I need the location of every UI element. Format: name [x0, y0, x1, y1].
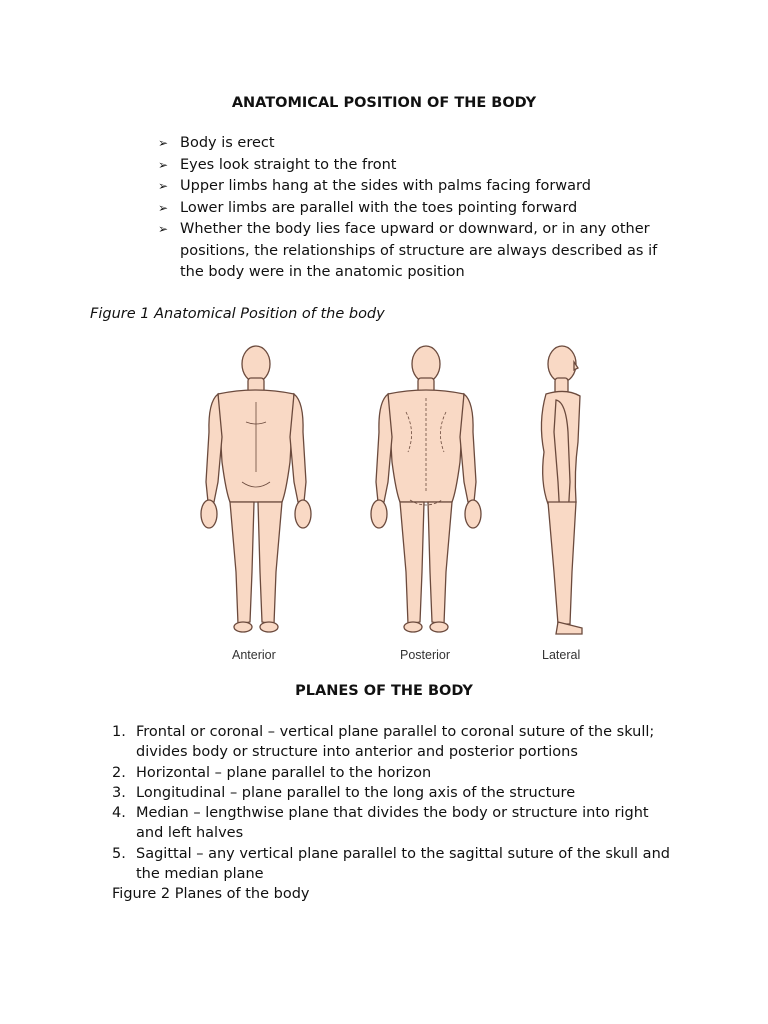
lateral-label: Lateral	[542, 648, 581, 662]
list-item: 3. Longitudinal – plane parallel to the long axis of the structure	[112, 784, 576, 801]
planes-title: PLANES OF THE BODY	[295, 683, 473, 699]
arrow-bullet-icon: ➢	[158, 222, 169, 236]
arrow-bullet-icon: ➢	[158, 200, 169, 215]
list-item: 5. Sagittal – any vertical plane parallel to the sagittal suture of the skull and the median plane	[112, 845, 670, 883]
page-title: ANATOMICAL POSITION OF THE BODY	[231, 95, 537, 111]
list-item: 2. Horizontal – plane parallel to the horizon	[112, 764, 432, 781]
anatomical-position-figure	[180, 342, 600, 668]
posterior-body-figure	[371, 346, 481, 632]
arrow-bullet-icon: ➢	[158, 157, 169, 172]
list-item: 1. Frontal or coronal – vertical plane parallel to coronal suture of the skull; divides body or structure into anterior and posterior portions	[112, 724, 655, 761]
arrow-bullet-icon: ➢	[158, 136, 169, 150]
arrow-bullet-icon: ➢	[158, 179, 169, 193]
anterior-label: Anterior	[232, 648, 276, 662]
posterior-label: Posterior	[400, 648, 451, 662]
planes-list	[112, 722, 672, 884]
list-item: ➢ Body is erect	[158, 133, 658, 155]
list-item: ➢ Upper limbs hang at the sides with palms facing forward	[158, 176, 658, 198]
figure-1-caption: Figure 1 Anatomical Position of the body	[90, 306, 385, 322]
list-item: 4. Median – lengthwise plane that divides the body or structure into right and left halves	[112, 805, 649, 842]
list-item: ➢ Eyes look straight to the front	[158, 155, 658, 177]
lateral-body-figure	[541, 346, 582, 634]
list-item: ➢ Lower limbs are parallel with the toes pointing forward	[158, 198, 658, 220]
figure-2-caption: Figure 2 Planes of the body	[112, 886, 310, 902]
anatomical-position-list	[158, 133, 658, 284]
list-item: ➢ Whether the body lies face upward or downward, or in any other positions, the relationships of structure are always described as if the body were in the anatomic position	[158, 221, 658, 280]
anterior-body-figure	[201, 346, 311, 632]
